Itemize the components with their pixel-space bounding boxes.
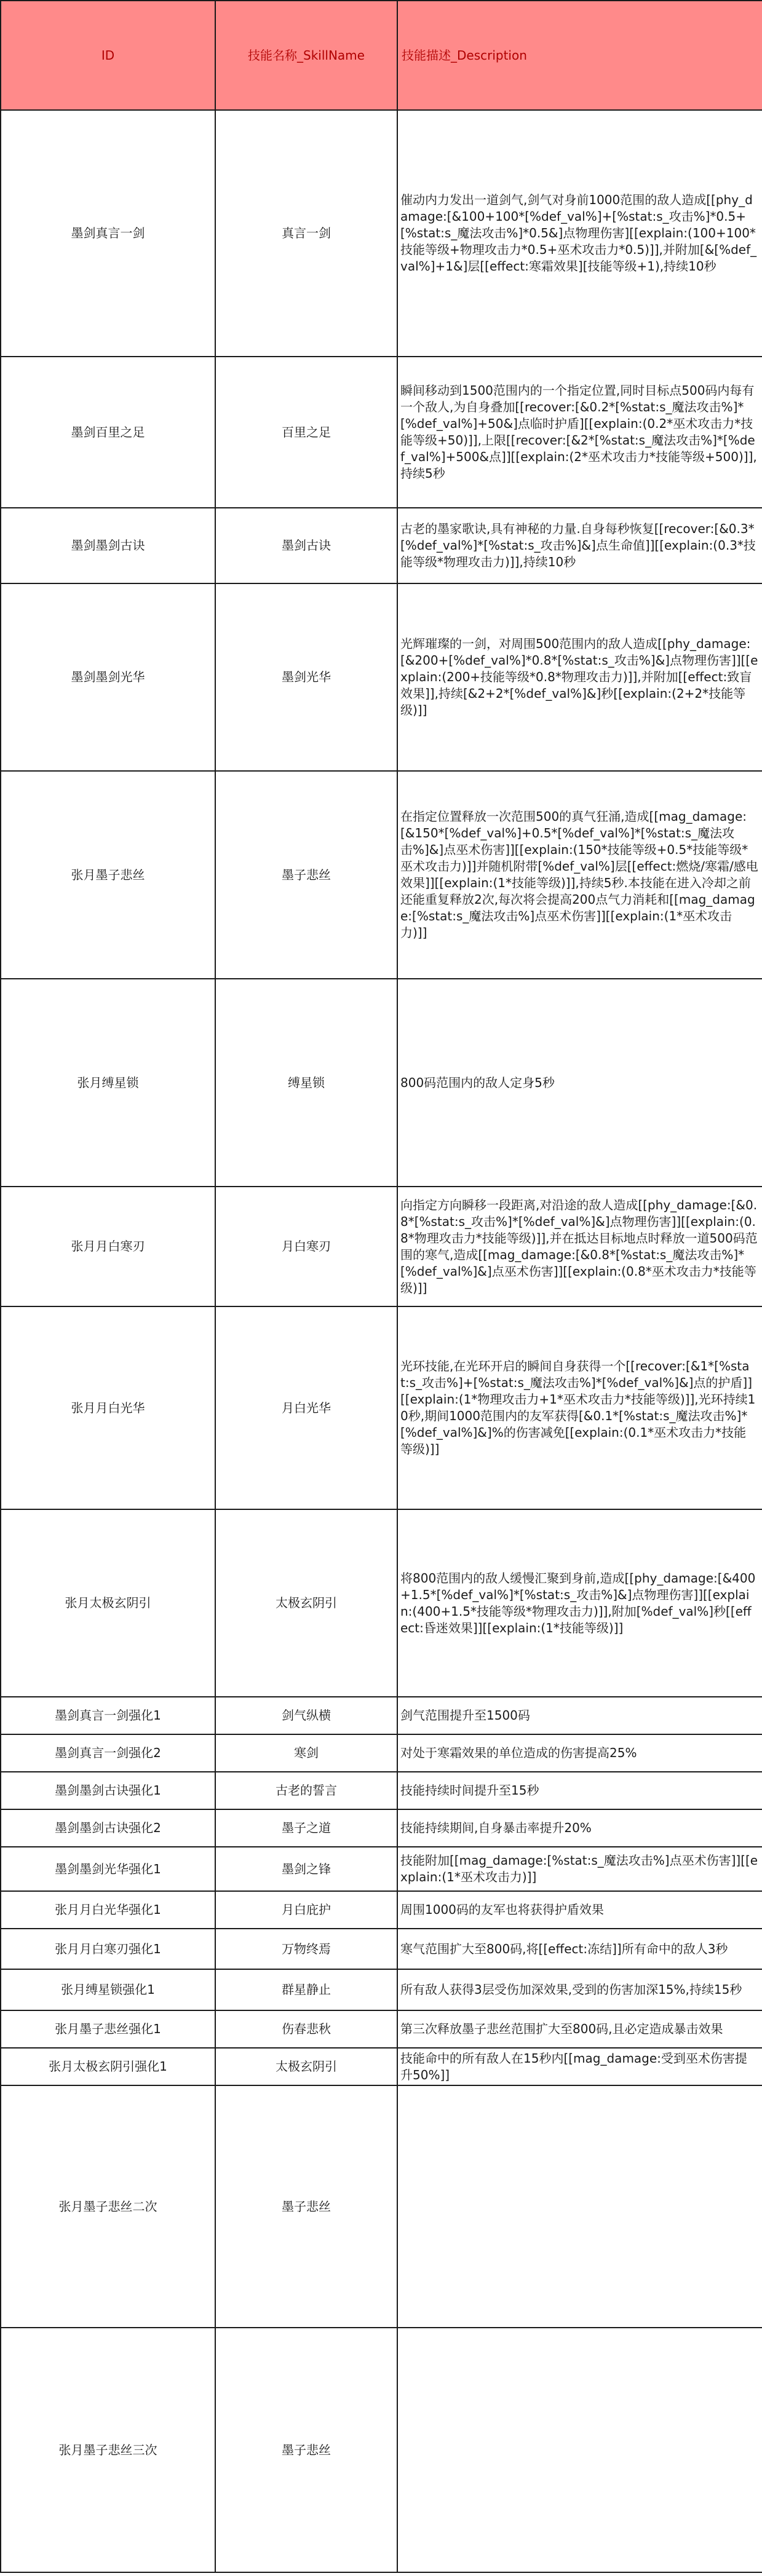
skill-description: 所有敌人获得3层受伤加深效果,受到的伤害加深15%,持续15秒 xyxy=(397,1969,762,2010)
skill-id: 墨剑真言一剑强化1 xyxy=(1,1697,215,1734)
skill-description: 技能附加[[mag_damage:[%stat:s_魔法攻击%]点巫术伤害]][[explain:(1*巫术攻击力)]] xyxy=(397,1847,762,1891)
skill-id: 张月太极玄阴引 xyxy=(1,1509,215,1697)
header-description: 技能描述_Description xyxy=(397,1,762,110)
table-row xyxy=(1,979,762,1187)
skill-id: 张月墨子悲丝二次 xyxy=(1,2085,215,2328)
skill-id: 墨剑墨剑古诀强化2 xyxy=(1,1809,215,1847)
skill-description xyxy=(397,2328,762,2572)
skill-description: 技能命中的所有敌人在15秒内[[mag_damage:受到巫术伤害提升50%]] xyxy=(397,2048,762,2085)
skill-id: 墨剑墨剑古诀 xyxy=(1,508,215,583)
skill-name: 剑气纵横 xyxy=(215,1697,397,1734)
table-row xyxy=(1,2085,762,2328)
table-row xyxy=(1,2010,762,2048)
skill-name: 墨子之道 xyxy=(215,1809,397,1847)
skill-description xyxy=(397,1187,762,1306)
skill-id: 张月墨子悲丝 xyxy=(1,771,215,979)
header-id: ID xyxy=(1,1,215,110)
table-row xyxy=(1,1929,762,1969)
skill-id: 墨剑真言一剑强化2 xyxy=(1,1734,215,1772)
skill-description: 光环技能,在光环开启的瞬间自身获得一个[[recover:[&1*[%stat:s_攻击%]+[%stat:s_魔法攻击%]*[%def_val%]&]点的护盾]][[explain:(1*物理攻击力+1*巫术攻击力*技能等级)]],光环持续10秒,期间1000范围内的友军获得[&0.1*[%stat:s_魔法攻击%]*[%def_val%]&]%的伤害减免[[explain:(0.1*巫术攻击力*技能等级)]] xyxy=(397,1306,762,1509)
table-row xyxy=(1,1509,762,1697)
header-skill-name: 技能名称_SkillName xyxy=(215,1,397,110)
table-row xyxy=(1,1772,762,1809)
table-row xyxy=(1,1809,762,1847)
skill-name: 月白寒刃 xyxy=(215,1187,397,1306)
skill-name: 月白庇护 xyxy=(215,1891,397,1929)
skill-description: 光辉璀璨的一剑，对周围500范围内的敌人造成[[phy_damage:[&200+[%def_val%]*0.8*[%stat:s_攻击%]&]点物理伤害]][[explain:(200+技能等级*0.8*物理攻击力)]],并附加[[effect:致盲效果]],持续[&2+2*[%def_val%]&]秒[[explain:(2+2*技能等级)]] xyxy=(397,583,762,771)
table-row xyxy=(1,2048,762,2085)
skill-id: 墨剑百里之足 xyxy=(1,357,215,508)
skill-id: 张月太极玄阴引强化1 xyxy=(1,2048,215,2085)
table-row xyxy=(1,1187,762,1306)
skill-description: 在指定位置释放一次范围500的真气狂涌,造成[[mag_damage:[&150*[%def_val%]+0.5*[%def_val%]*[%stat:s_魔法攻击%]&]点巫术伤害]][[explain:(150*技能等级+0.5*技能等级*巫术攻击力)]]并随机附带[%def_val%]层[[effect:燃烧/寒霜/感电效果]][[explain:(1*技能等级)]],持续5秒.本技能在进入冷却之前还能重复释放2次,每次将会提高200点气力消耗和[[mag_damage:[%stat:s_魔法攻击%]点巫术伤害]][[explain:(1*巫术攻击力)]] xyxy=(397,771,762,979)
table-row xyxy=(1,771,762,979)
skill-id: 张月缚星锁强化1 xyxy=(1,1969,215,2010)
skill-name: 墨剑之锋 xyxy=(215,1847,397,1891)
skill-description: 技能持续期间,自身暴击率提升20% xyxy=(397,1809,762,1847)
skill-name: 墨剑古诀 xyxy=(215,508,397,583)
skill-description: 将800范围内的敌人缓慢汇聚到身前,造成[[phy_damage:[&400+1.5*[%def_val%]*[%stat:s_攻击%]&]点物理伤害]][[explain:(400+1.5*技能等级*物理攻击力)]],附加[%def_val%]秒[[effect:昏迷效果]][[explain:(1*技能等级)]] xyxy=(397,1509,762,1697)
skill-name: 墨子悲丝 xyxy=(215,771,397,979)
skill-name: 群星静止 xyxy=(215,1969,397,2010)
skill-name: 太极玄阴引 xyxy=(215,1509,397,1697)
skill-id: 张月月白寒刃强化1 xyxy=(1,1929,215,1969)
skill-id: 张月缚星锁 xyxy=(1,979,215,1187)
table-row xyxy=(1,508,762,583)
skill-description: 古老的墨家歌诀,具有神秘的力量.自身每秒恢复[[recover:[&0.3*[%def_val%]*[%stat:s_攻击%]&]点生命值]][[explain:(0.3*技能等级*物理攻击力)]],持续10秒 xyxy=(397,508,762,583)
skill-id: 墨剑墨剑光华 xyxy=(1,583,215,771)
skill-name: 古老的誓言 xyxy=(215,1772,397,1809)
skill-id: 张月墨子悲丝强化1 xyxy=(1,2010,215,2048)
skill-description: 寒气范围扩大至800码,将[[effect:冻结]]所有命中的敌人3秒 xyxy=(397,1929,762,1969)
table-row xyxy=(1,110,762,357)
skill-name: 墨子悲丝 xyxy=(215,2328,397,2572)
skill-id: 张月墨子悲丝三次 xyxy=(1,2328,215,2572)
skill-id: 张月月白寒刃 xyxy=(1,1187,215,1306)
skill-description: 技能持续时间提升至15秒 xyxy=(397,1772,762,1809)
table-row xyxy=(1,1891,762,1929)
skill-description: 800码范围内的敌人定身5秒 xyxy=(397,979,762,1187)
skill-description xyxy=(397,2085,762,2328)
skill-description: 对处于寒霜效果的单位造成的伤害提高25% xyxy=(397,1734,762,1772)
skill-name: 缚星锁 xyxy=(215,979,397,1187)
table-row xyxy=(1,2328,762,2572)
table-row xyxy=(1,1734,762,1772)
skill-id: 张月月白光华强化1 xyxy=(1,1891,215,1929)
skill-description-text: 向指定方向瞬移一段距离,对沿途的敌人造成[[phy_damage:[&0.8*[%stat:s_攻击%]*[%def_val%]&]点物理伤害]][[explain:(0.8*物理攻击力*技能等级)]],并在抵达目标地点时释放一道500码范围的寒气,造成[[mag_damage:[&0.8*[%stat:s_魔法攻击%]*[%def_val%]&]点巫术伤害]][[explain:(0.8*巫术攻击力*技能等级)]] xyxy=(400,1197,758,1295)
skill-name: 真言一剑 xyxy=(215,110,397,357)
header-row xyxy=(1,1,762,110)
table-row xyxy=(1,357,762,508)
table-row xyxy=(1,1847,762,1891)
skill-name: 墨子悲丝 xyxy=(215,2085,397,2328)
skill-name: 月白光华 xyxy=(215,1306,397,1509)
skill-name: 伤春悲秋 xyxy=(215,2010,397,2048)
skill-name: 寒剑 xyxy=(215,1734,397,1772)
skill-name: 万物终焉 xyxy=(215,1929,397,1969)
table-row xyxy=(1,1306,762,1509)
skill-id: 张月月白光华 xyxy=(1,1306,215,1509)
skill-description: 第三次释放墨子悲丝范围扩大至800码,且必定造成暴击效果 xyxy=(397,2010,762,2048)
table-row xyxy=(1,583,762,771)
skill-description: 周围1000码的友军也将获得护盾效果 xyxy=(397,1891,762,1929)
skill-id: 墨剑墨剑古诀强化1 xyxy=(1,1772,215,1809)
skill-name: 墨剑光华 xyxy=(215,583,397,771)
skill-id: 墨剑墨剑光华强化1 xyxy=(1,1847,215,1891)
table-row xyxy=(1,1697,762,1734)
skill-name: 太极玄阴引 xyxy=(215,2048,397,2085)
skill-name: 百里之足 xyxy=(215,357,397,508)
skill-description: 瞬间移动到1500范围内的一个指定位置,同时目标点500码内每有一个敌人,为自身叠加[[recover:[&0.2*[%stat:s_魔法攻击%]*[%def_val%]+50&]点临时护盾][[explain:(0.2*巫术攻击力*技能等级+50)]],上限[[recover:[&2*[%stat:s_魔法攻击%]*[%def_val%]+500&点]][[explain:(2*巫术攻击力*技能等级+500)]],持续5秒 xyxy=(397,357,762,508)
skill-id: 墨剑真言一剑 xyxy=(1,110,215,357)
table-row xyxy=(1,1969,762,2010)
skill-description: 剑气范围提升至1500码 xyxy=(397,1697,762,1734)
skill-description: 催动内力发出一道剑气,剑气对身前1000范围的敌人造成[[phy_damage:[&100+100*[%def_val%]+[%stat:s_攻击%]*0.5+[%stat:s_魔法攻击%]*0.5&]点物理伤害][[explain:(100+100*技能等级+物理攻击力*0.5+巫术攻击力*0.5)]],并附加[&[%def_val%]+1&]层[[effect:寒霜效果][技能等级+1),持续10秒 xyxy=(397,110,762,357)
